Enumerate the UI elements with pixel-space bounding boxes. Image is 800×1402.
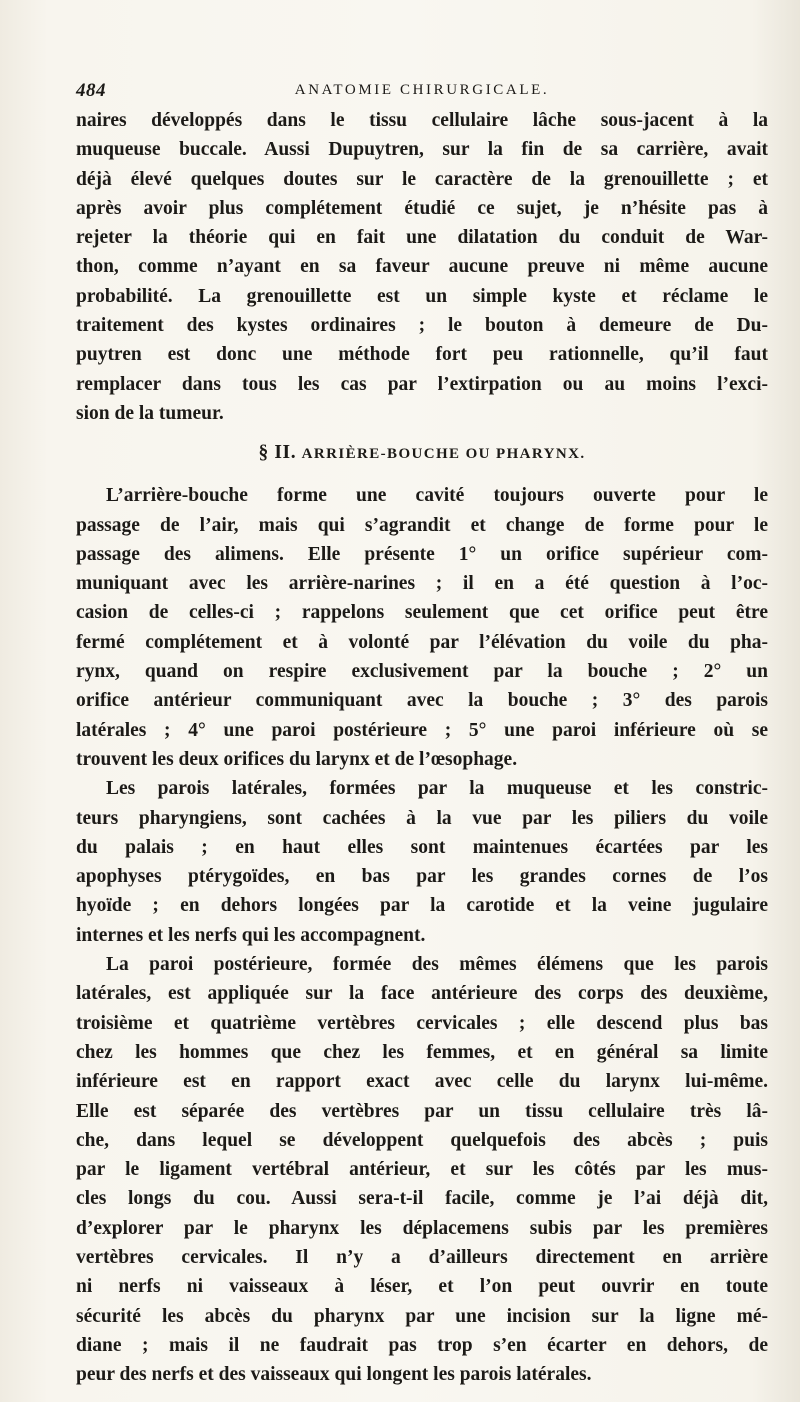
text-line: teurs pharyngiens, sont cachées à la vue par les piliers du voile — [76, 807, 768, 829]
text-line: internes et les nerfs qui les accompagnent. — [76, 924, 426, 946]
text-line: troisième et quatrième vertèbres cervicales ; elle descend plus bas — [76, 1012, 768, 1034]
text-line: après avoir plus complétement étudié ce sujet, je n’hésite pas à — [76, 197, 768, 219]
page-header — [76, 80, 768, 106]
text-line: ni nerfs ni vaisseaux à léser, et l’on peut ouvrir en toute — [76, 1276, 768, 1298]
text-line: traitement des kystes ordinaires ; le bouton à demeure de Du- — [76, 315, 768, 337]
section-heading — [76, 428, 768, 481]
text-line: inférieure est en rapport exact avec celle du larynx lui-même. — [76, 1071, 768, 1093]
text-line: sion de la tumeur. — [76, 402, 224, 424]
text-line: par le ligament vertébral antérieur, et sur les côtés par les mus- — [76, 1159, 768, 1181]
text-line: L’arrière-bouche forme une cavité toujours ouverte pour le — [106, 485, 768, 507]
text-line: Elle est séparée des vertèbres par un tissu cellulaire très lâ- — [76, 1100, 768, 1122]
text-line: muniquant avec les arrière-narines ; il en a été question à l’oc- — [76, 573, 768, 595]
text-line: passage des alimens. Elle présente 1° un orifice supérieur com- — [76, 543, 768, 565]
text-line: latérales ; 4° une paroi postérieure ; 5° une paroi inférieure où se — [76, 719, 768, 741]
text-line: diane ; mais il ne faudrait pas trop s’en écarter en dehors, de — [76, 1334, 768, 1356]
text-line: du palais ; en haut elles sont maintenues écartées par les — [76, 836, 768, 858]
section-title: ARRIÈRE-BOUCHE OU PHARYNX. — [301, 446, 586, 463]
text-line: trouvent les deux orifices du larynx et de l’œsophage. — [76, 748, 518, 770]
text-line: fermé complétement et à volonté par l’élévation du voile du pha- — [76, 631, 768, 653]
text-line: Les parois latérales, formées par la muqueuse et les constric- — [106, 778, 768, 800]
text-line: rynx, quand on respire exclusivement par la bouche ; 2° un — [76, 661, 768, 683]
text-line: casion de celles-ci ; rappelons seulement que cet orifice peut être — [76, 602, 768, 624]
paragraph-parois-laterales — [76, 774, 768, 950]
text-line: hyoïde ; en dehors longées par la carotide et la veine jugulaire — [76, 895, 768, 917]
text-line: chez les hommes que chez les femmes, et en général sa limite — [76, 1041, 768, 1063]
text-line: orifice antérieur communiquant avec la bouche ; 3° des parois — [76, 690, 768, 712]
text-line: remplacer dans tous les cas par l’extirpation ou au moins l’exci- — [76, 373, 768, 395]
text-line: puytren est donc une méthode fort peu rationnelle, qu’il faut — [76, 344, 768, 366]
paragraph-paroi-posterieure — [76, 950, 768, 1389]
text-line: apophyses ptérygoïdes, en bas par les grandes cornes de l’os — [76, 866, 768, 888]
paragraph-arriere-bouche — [76, 481, 768, 774]
text-line: vertèbres cervicales. Il n’y a d’ailleurs directement en arrière — [76, 1246, 768, 1268]
text-line: sécurité les abcès du pharynx par une incision sur la ligne mé- — [76, 1305, 768, 1327]
section-number: § II. — [258, 442, 297, 464]
running-title: ANATOMIE CHIRURGICALE. — [294, 82, 550, 98]
text-line: déjà élevé quelques doutes sur le caractère de la grenouillette ; et — [76, 168, 768, 190]
text-line: thon, comme n’ayant en sa faveur aucune preuve ni même aucune — [76, 256, 768, 278]
text-line: peur des nerfs et des vaisseaux qui longent les parois latérales. — [76, 1364, 592, 1386]
text-line: latérales, est appliquée sur la face antérieure des corps des deuxième, — [76, 983, 768, 1005]
text-line: muqueuse buccale. Aussi Dupuytren, sur la fin de sa carrière, avait — [76, 139, 768, 161]
page-number: 484 — [76, 80, 106, 101]
text-line: d’explorer par le pharynx les déplacemens subis par les premières — [76, 1217, 768, 1239]
text-line: La paroi postérieure, formée des mêmes élémens que les parois — [106, 954, 768, 976]
body-text — [76, 106, 768, 1389]
text-line: rejeter la théorie qui en fait une dilatation du conduit de War- — [76, 227, 768, 249]
text-line: probabilité. La grenouillette est un simple kyste et réclame le — [76, 285, 768, 307]
paragraph-grenouillette — [76, 106, 768, 428]
text-line: naires développés dans le tissu cellulaire lâche sous-jacent à la — [76, 110, 768, 131]
text-line: che, dans lequel se développent quelquefois des abcès ; puis — [76, 1129, 768, 1151]
text-line: cles longs du cou. Aussi sera-t-il facile, comme je l’ai déjà dit, — [76, 1188, 768, 1210]
text-line: passage de l’air, mais qui s’agrandit et change de forme pour le — [76, 514, 768, 536]
